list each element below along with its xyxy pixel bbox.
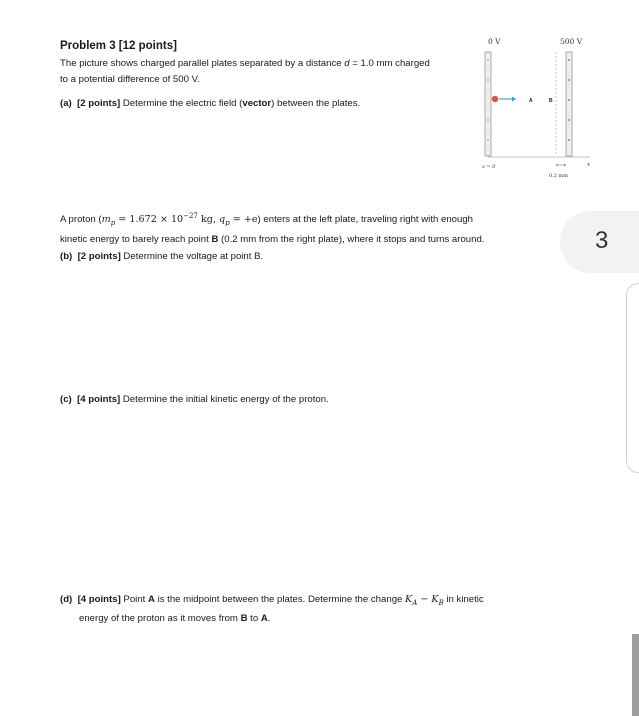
question-c: (c) [4 points] Determine the initial kinetic energy of the proton.: [60, 394, 329, 405]
parallel-plates-figure: [476, 30, 602, 182]
origin-label: x = 0: [482, 164, 496, 170]
problem-title: Problem 3 [12 points]: [60, 40, 177, 52]
question-d: (d) [4 points] Point A is the midpoint between the plates. Determine the change $K_A - K_B$ in kinetic energy of the proton as it moves from B to A.: [60, 594, 484, 625]
question-b: (b) [2 points] Determine the voltage at point B.: [60, 251, 264, 262]
question-a: (a) [2 points] Determine the electric field (vector) between the plates.: [60, 98, 361, 109]
left-voltage-label: 0 V: [488, 37, 501, 46]
page-number: 3: [595, 227, 609, 254]
point-a-label: A: [529, 98, 533, 104]
problem-intro: The picture shows charged parallel plates separated by a distance d = 1.0 mm charged to a potential difference of 500 V.: [60, 58, 430, 85]
scrollbar-thumb[interactable]: [632, 634, 639, 716]
left-plate: [485, 52, 491, 156]
proton-description: A proton ($m_p = 1.672 \times 10^{-27}$ kg, $q_p = +e$) enters at the left plate, traveling right with enough kinetic energy to barely reach point B (0.2 mm from the right plate), where it stops and turns around.: [60, 212, 485, 245]
side-panel-tab[interactable]: [626, 283, 639, 473]
point-b-label: B: [549, 98, 553, 104]
right-voltage-label: 500 V: [560, 37, 583, 46]
distance-label: 0.2 mm: [549, 173, 569, 179]
velocity-arrow-head: [512, 97, 516, 102]
proton-dot: [492, 96, 498, 102]
page-number-badge[interactable]: [560, 211, 639, 273]
x-axis-label: x: [587, 162, 591, 168]
